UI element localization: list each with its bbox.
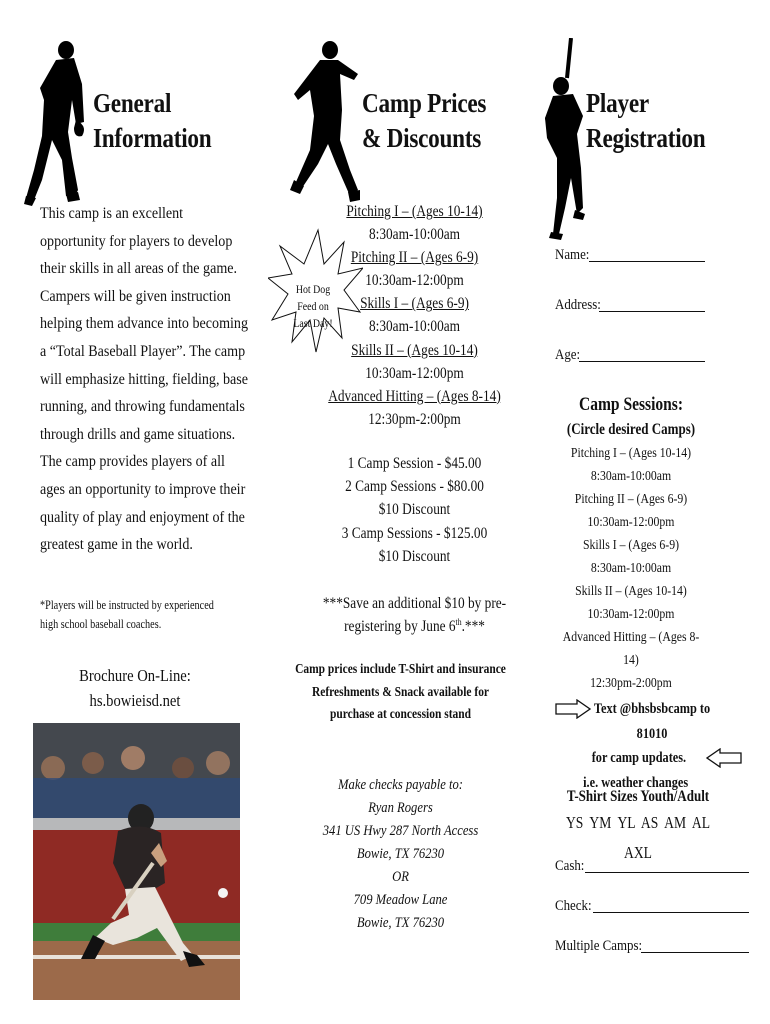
schedule-session: Skills I – (Ages 6-9) xyxy=(360,295,469,313)
baseball-pitcher-silhouette-icon xyxy=(288,40,360,212)
check-label: Check: xyxy=(555,898,592,914)
age-input-line[interactable] xyxy=(579,361,705,362)
price-line: 2 Camp Sessions - $80.00 xyxy=(345,478,484,496)
camp-sessions-selector xyxy=(543,392,719,695)
camp-description: This camp is an excellent opportunity for players to develop their skills in all areas of the game. Campers will be given instruction helping them advance into becoming a “Total Baseball Player”. The camp will emphasize hitting, fielding, base running, and throwing fundamentals through drills and game situations. The camp provides players of all ages an opportunity to improve their quality of play and enjoyment of the greatest game in the world. xyxy=(40,205,249,554)
tshirt-title: T-Shirt Sizes Youth/Adult xyxy=(566,788,710,805)
baseball-batter-photo-image xyxy=(33,723,240,1000)
text-updates-line: for camp updates. xyxy=(591,750,687,766)
payable-line: Make checks payable to: xyxy=(338,777,463,793)
early-registration-note xyxy=(272,592,557,638)
schedule-time: 8:30am-10:00am xyxy=(368,226,461,244)
session-option[interactable]: Pitching I – (Ages 10-14) xyxy=(570,446,692,461)
ordinal-suffix: th xyxy=(455,616,462,627)
title-line-2: Information xyxy=(93,123,212,153)
camp-prices-panel xyxy=(258,0,543,1024)
title-line-1: Player xyxy=(586,88,649,118)
name-input-line[interactable] xyxy=(589,261,705,262)
coaches-note xyxy=(40,596,245,634)
schedule-session: Pitching II – (Ages 6-9) xyxy=(350,249,479,267)
name-label: Name: xyxy=(555,247,590,263)
schedule-time: 8:30am-10:00am xyxy=(368,318,461,336)
session-option[interactable]: Advanced Hitting – (Ages 8-14) xyxy=(562,630,700,668)
baseball-fielder-silhouette-icon xyxy=(22,40,88,208)
early-text: .*** xyxy=(461,618,485,635)
general-information-title xyxy=(93,86,211,156)
player-registration-title xyxy=(586,86,705,156)
sessions-instruction: (Circle desired Camps) xyxy=(566,421,696,438)
age-field[interactable] xyxy=(555,347,584,364)
payable-line: Bowie, TX 76230 xyxy=(356,846,445,862)
name-field[interactable] xyxy=(555,247,595,264)
schedule-time: 10:30am-12:00pm xyxy=(365,272,464,290)
title-line-1: General xyxy=(93,88,172,118)
schedule-session: Skills II – (Ages 10-14) xyxy=(351,341,478,359)
included-line: Refreshments & Snack available for xyxy=(311,684,490,700)
discount-line: $10 Discount xyxy=(378,547,451,565)
batter-photo xyxy=(33,723,240,1000)
session-option[interactable]: Skills I – (Ages 6-9) xyxy=(582,538,680,553)
title-line-2: Registration xyxy=(586,123,706,153)
multiple-camps-field[interactable] xyxy=(555,938,656,955)
payable-line: OR xyxy=(392,869,409,885)
sessions-list xyxy=(543,442,719,695)
included-line: Camp prices include T-Shirt and insurance xyxy=(295,662,506,677)
discount-line: $10 Discount xyxy=(378,501,451,519)
brochure-label: Brochure On-Line: xyxy=(79,666,191,685)
callout-line: Last Day! xyxy=(293,318,333,330)
payable-line: 341 US Hwy 287 North Access xyxy=(322,823,479,839)
text-updates-line: i.e. weather changes xyxy=(583,774,689,791)
price-line: 3 Camp Sessions - $125.00 xyxy=(341,524,488,542)
address-label: Address: xyxy=(555,297,601,313)
title-line-2: & Discounts xyxy=(362,123,482,153)
multiple-camps-label: Multiple Camps: xyxy=(555,938,643,954)
address-field[interactable] xyxy=(555,297,608,314)
sessions-title: Camp Sessions: xyxy=(578,395,684,415)
brochure-url-link[interactable]: hs.bowieisd.net xyxy=(89,691,181,710)
session-time: 12:30pm-2:00pm xyxy=(590,676,672,691)
session-time: 8:30am-10:00am xyxy=(590,561,672,576)
schedule-time: 12:30pm-2:00pm xyxy=(368,410,461,428)
early-line xyxy=(292,615,537,638)
text-updates-line: Text @bhsbsbcamp to 81010 xyxy=(593,701,711,742)
camp-schedule xyxy=(272,200,557,431)
note-line: high school baseball coaches. xyxy=(40,617,162,631)
schedule-session: Advanced Hitting – (Ages 8-14) xyxy=(328,387,501,405)
payable-line: Bowie, TX 76230 xyxy=(356,915,445,931)
schedule-session: Pitching I – (Ages 10-14) xyxy=(346,203,483,220)
camp-prices-title xyxy=(362,86,486,156)
early-line: ***Save an additional $10 by pre- xyxy=(322,595,507,612)
address-input-line[interactable] xyxy=(599,311,705,312)
callout-line: Feed on xyxy=(297,301,329,313)
session-time: 10:30am-12:00pm xyxy=(587,515,675,530)
cash-input-line[interactable] xyxy=(585,872,749,873)
session-time: 10:30am-12:00pm xyxy=(587,607,675,622)
price-line: 1 Camp Session - $45.00 xyxy=(347,455,482,472)
cash-field[interactable] xyxy=(555,858,589,875)
cash-label: Cash: xyxy=(555,858,585,874)
multiple-camps-input-line[interactable] xyxy=(641,952,749,953)
schedule-time: 10:30am-12:00pm xyxy=(365,364,464,382)
early-text: registering by June 6 xyxy=(344,618,456,635)
included-line: purchase at concession stand xyxy=(329,707,472,722)
check-field[interactable] xyxy=(555,898,598,915)
note-line: *Players will be instructed by experienced xyxy=(40,598,214,612)
included-items-note xyxy=(258,659,543,727)
session-option[interactable]: Skills II – (Ages 10-14) xyxy=(575,584,687,599)
price-list xyxy=(272,452,557,568)
player-registration-panel xyxy=(543,0,770,1024)
age-label: Age: xyxy=(555,347,581,363)
tshirt-sizes-options[interactable]: YS YM YL AS AM AL AXL xyxy=(565,813,711,862)
callout-line: Hot Dog xyxy=(295,284,331,296)
tshirt-size-selector xyxy=(543,786,733,868)
general-information-panel xyxy=(0,0,258,1024)
session-time: 8:30am-10:00am xyxy=(590,469,672,484)
check-input-line[interactable] xyxy=(593,912,749,913)
text-updates-notice xyxy=(539,697,729,795)
brochure-online xyxy=(45,663,226,713)
title-line-1: Camp Prices xyxy=(362,88,487,118)
payable-line: 709 Meadow Lane xyxy=(353,892,448,908)
payment-instructions xyxy=(258,774,543,935)
payable-line: Ryan Rogers xyxy=(368,800,433,816)
session-option[interactable]: Pitching II – (Ages 6-9) xyxy=(574,492,688,507)
